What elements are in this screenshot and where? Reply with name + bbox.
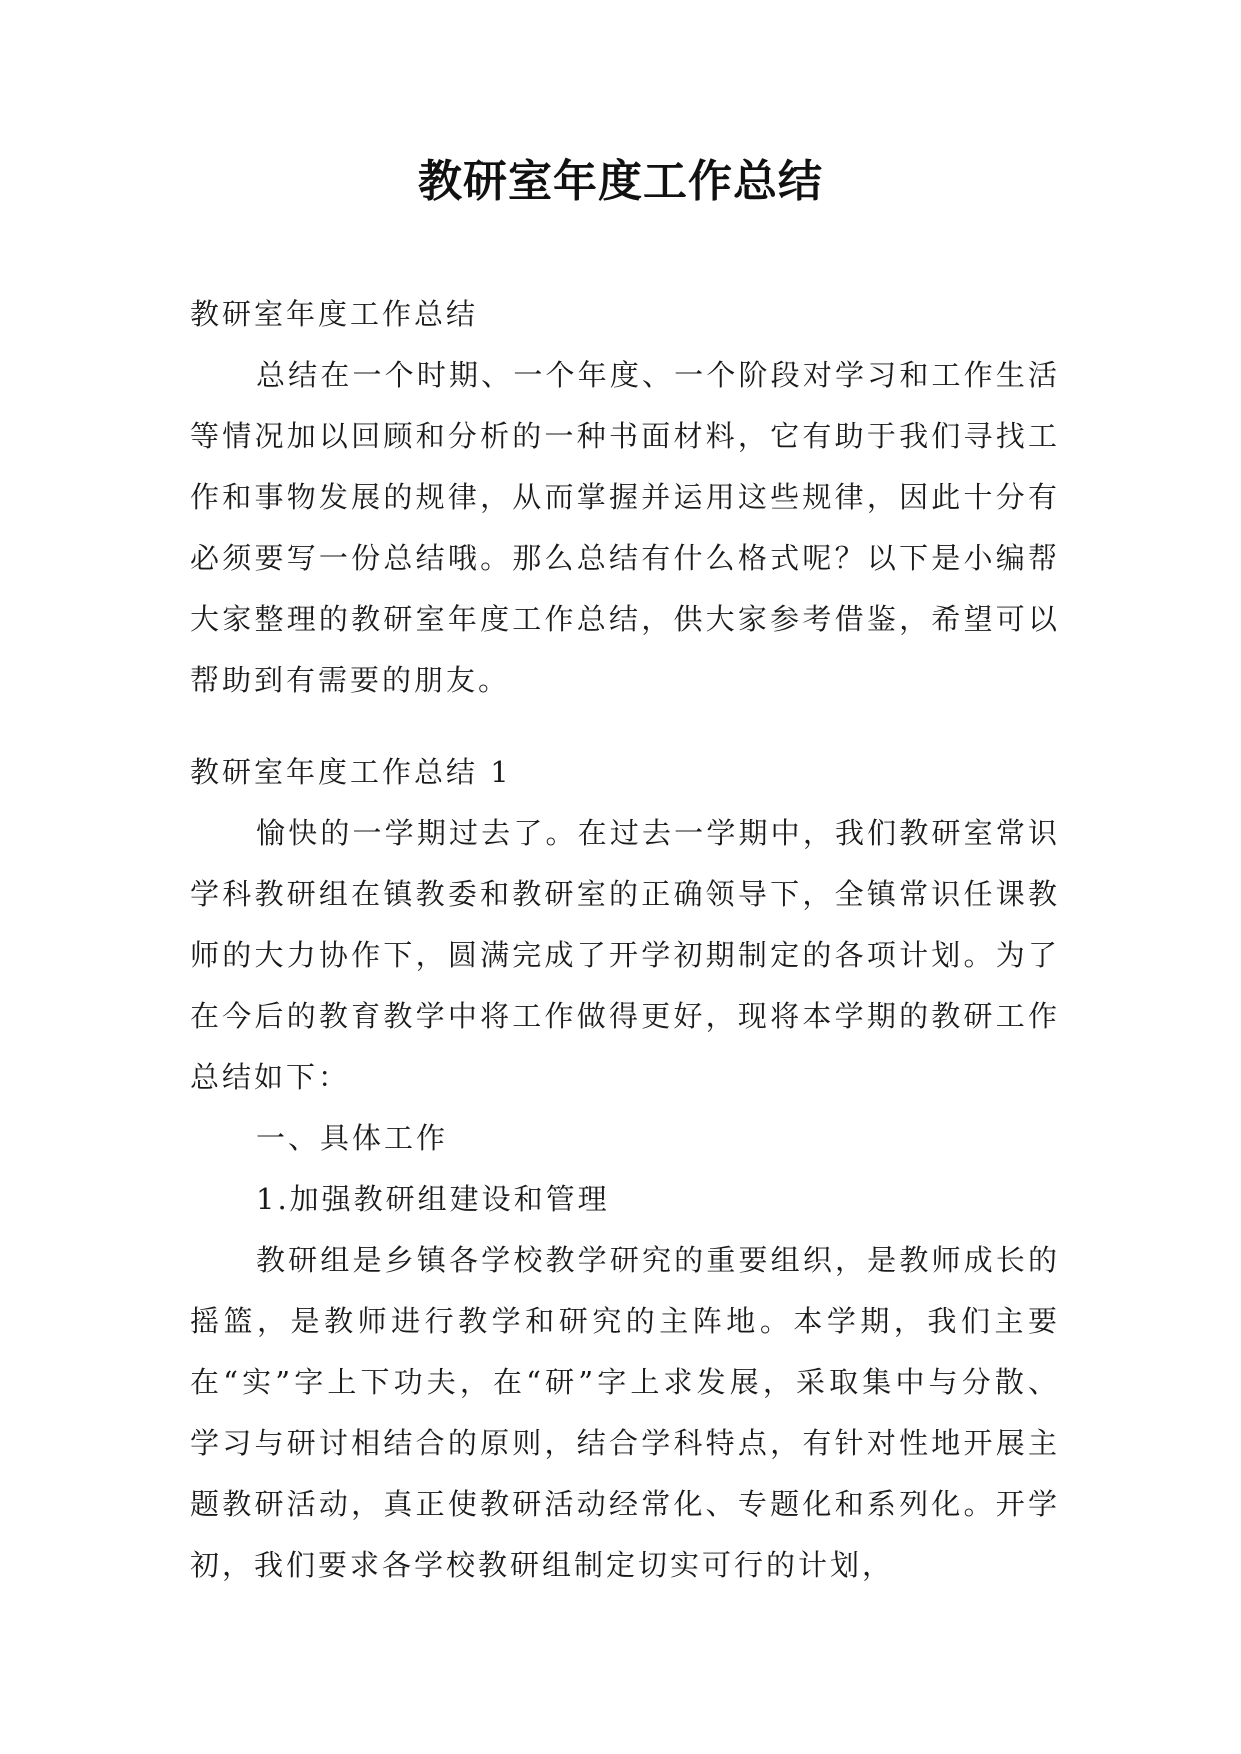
subitem-paragraph: 教研组是乡镇各学校教学研究的重要组织，是教师成长的摇篮，是教师进行教学和研究的主阵地。本学期，我们主要在“实”字上下功夫，在“研”字上求发展，采取集中与分散、学习与研讨相结合的原则，结合学科特点，有针对性地开展主题教研活动，真正使教研活动经常化、专题化和系列化。开学初，我们要求各学校教研组制定切实可行的计划， [190, 1243, 1060, 1582]
document-subtitle-line: 教研室年度工作总结 [190, 297, 479, 331]
document-title: 教研室年度工作总结 [418, 156, 823, 207]
section-paragraph: 愉快的一学期过去了。在过去一学期中，我们教研室常识学科教研组在镇教委和教研室的正确领导下，全镇常识任课教师的大力协作下，圆满完成了开学初期制定的各项计划。为了在今后的教育教学中将工作做得更好，现将本学期的教研工作总结如下： [190, 816, 1060, 1094]
subitem-heading: 1.加强教研组建设和管理 [256, 1182, 610, 1216]
item-heading: 一、具体工作 [256, 1121, 449, 1155]
section-heading: 教研室年度工作总结 1 [190, 755, 512, 789]
intro-paragraph: 总结在一个时期、一个年度、一个阶段对学习和工作生活等情况加以回顾和分析的一种书面材料，它有助于我们寻找工作和事物发展的规律，从而掌握并运用这些规律，因此十分有必须要写一份总结哦。那么总结有什么格式呢？以下是小编帮大家整理的教研室年度工作总结，供大家参考借鉴，希望可以帮助到有需要的朋友。 [190, 358, 1060, 697]
